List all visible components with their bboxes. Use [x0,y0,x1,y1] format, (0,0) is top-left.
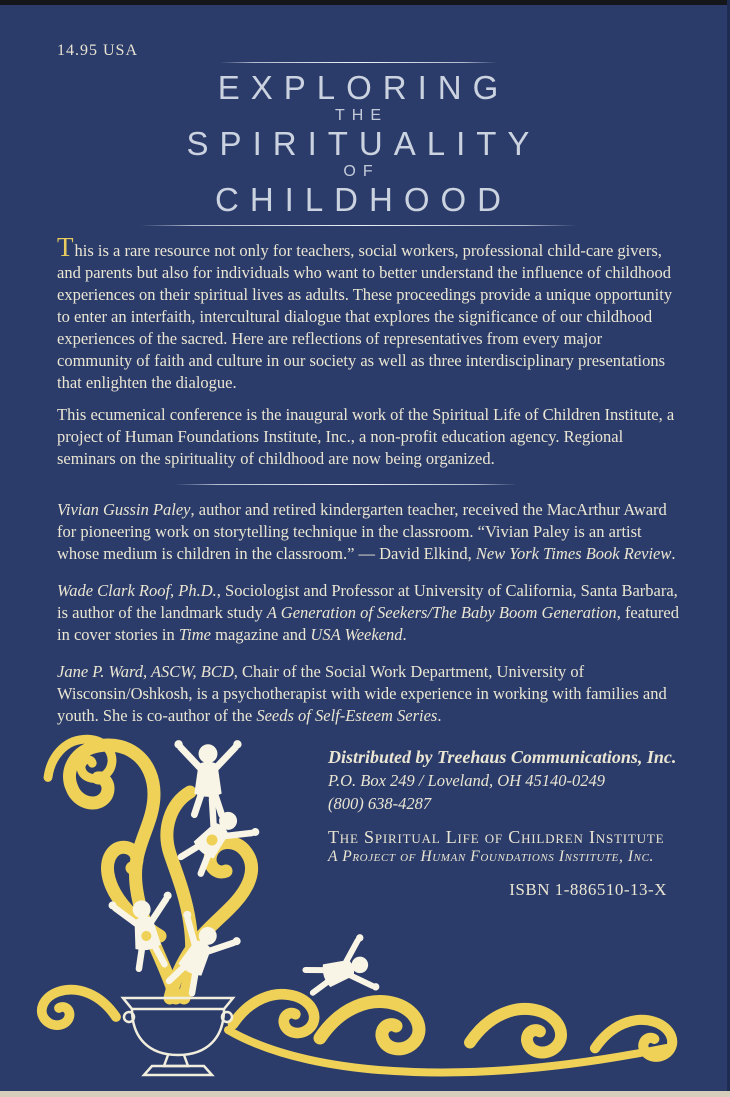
blurb-paley: Vivian Gussin Paley, author and retired kindergarten teacher, received the MacArthur Award for pioneering work on storytelling technique in the classroom. “Vivian Paley is an artist whose medium is children in the classroom.” — David Elkind, New York Times Book Review. [57,500,676,563]
urn-icon [123,998,233,1075]
scan-edge-bottom [0,1091,730,1097]
conference-paragraph: This ecumenical conference is the inaugural work of the Spiritual Life of Children Institute, a project of Human Foundations Institute, Inc., a non-profit education agency. Regional seminars on the spirituality of childhood are now being organized. [57,405,675,468]
intro-text: his is a rare resource not only for teachers, social workers, professional child-care givers, and parents but also for individuals who want to better understand the influence of childhood experiences on their spiritual lives as adults. These proceedings provide a unique opportunity to enter an interfaith, intercultural dialogue that explores the significance of our childhood experiences of the sacred. Here are reflections of representatives from every major community of faith and culture in our society as well as three interdisciplinary presentations that enlighten the dialogue. [57,241,673,392]
drop-cap: T [57,232,74,262]
intro-paragraph [57,234,679,394]
blurb-ward: Jane P. Ward, ASCW, BCD, Chair of the Social Work Department, University of Wisconsin/Oshkosh, is a psychotherapist with wide experience in working with families and youth. She is co-author of the Seeds of Self-Esteem Series. [57,662,667,725]
phone-line: (800) 638-4287 [328,794,432,813]
title-divider-top [220,62,497,63]
institute-subtitle: A Project of Human Foundations Institute, Inc. [328,848,655,865]
title-divider-bottom [140,225,577,226]
institute-name: The Spiritual Life of Children Institute [328,827,665,847]
title-line-of: OF [343,163,380,180]
title-block [128,62,588,226]
price-label: 14.95 USA [57,42,139,59]
child-figure [152,909,242,1002]
title-line-exploring: EXPLORING [217,69,510,106]
text-column [57,234,679,901]
distributor-line: Distributed by Treehaus Communications, Inc. [328,747,677,767]
isbn-label: ISBN 1-886510-13-X [509,880,667,899]
title-line-childhood: CHILDHOOD [214,181,513,218]
blurb-roof: Wade Clark Roof, Ph.D., Sociologist and Professor at University of California, Santa Barbara, is author of the landmark study A Generation of Seekers/The Baby Boom Generation, featured in cover stories in Time magazine and USA Weekend. [57,581,679,644]
section-divider [175,484,517,485]
scan-edge-top [0,0,730,5]
title-line-the: THE [335,107,388,124]
title-line-spirituality: SPIRITUALITY [186,125,541,162]
publisher-block [328,746,679,866]
child-figure [108,891,183,972]
chest-emblem [141,930,153,942]
address-line: P.O. Box 249 / Loveland, OH 45140-0249 [328,771,605,790]
child-figure [300,933,380,1009]
